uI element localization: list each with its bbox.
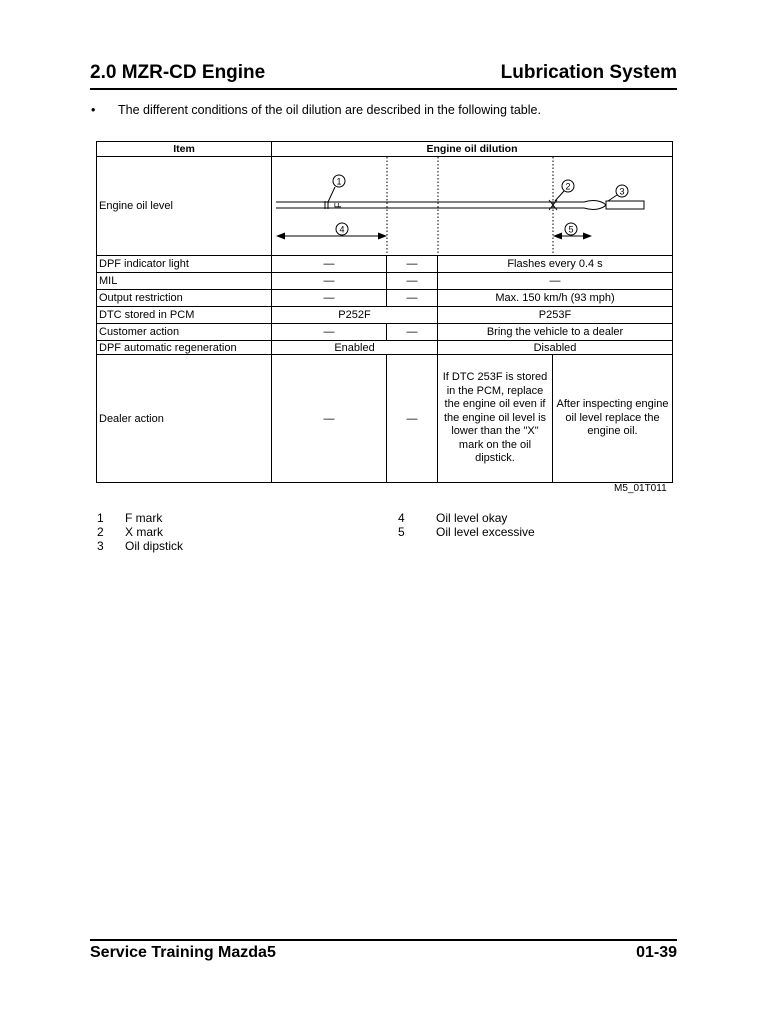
table-row xyxy=(97,341,673,355)
f-mark-text: F xyxy=(333,202,343,208)
svg-text:4: 4 xyxy=(339,224,345,235)
legend-number: 5 xyxy=(398,525,405,539)
oil-dipstick-icon xyxy=(276,201,644,210)
svg-text:2: 2 xyxy=(565,181,571,192)
row-label-engine-oil-level: Engine oil level xyxy=(97,157,272,256)
table-row xyxy=(97,307,673,324)
callout-3 xyxy=(608,185,628,201)
callout-1 xyxy=(328,175,345,202)
table-row xyxy=(97,273,673,290)
header-chapter-title: Lubrication System xyxy=(500,62,677,83)
legend-name: Oil level okay xyxy=(436,511,508,525)
cell-value: — xyxy=(387,290,438,307)
cell-value: — xyxy=(387,273,438,290)
cell-value: — xyxy=(387,324,438,341)
footer-title: Service Training Mazda5 xyxy=(90,944,276,961)
cell-value: Flashes every 0.4 s xyxy=(438,256,673,273)
legend-name: Oil level excessive xyxy=(436,525,535,539)
row-label: DPF indicator light xyxy=(97,256,272,273)
intro-text: The different conditions of the oil dilution are described in the following table. xyxy=(118,103,541,117)
cell-value: — xyxy=(272,256,387,273)
legend-name: F mark xyxy=(125,511,163,525)
legend-name: Oil dipstick xyxy=(125,539,184,553)
cell-value: — xyxy=(387,355,438,483)
cell-value: Max. 150 km/h (93 mph) xyxy=(438,290,673,307)
row-label: Dealer action xyxy=(97,355,272,483)
row-label: MIL xyxy=(97,273,272,290)
cell-value: After inspecting engine oil level replace the engine oil. xyxy=(553,355,673,483)
cell-value: P252F xyxy=(272,307,438,324)
page-header xyxy=(90,60,677,90)
figure-reference: M5_01T011 xyxy=(614,483,667,494)
col-header-item: Item xyxy=(97,142,272,157)
cell-value: If DTC 253F is stored in the PCM, replace the engine oil even if the engine oil level is lower than the "X" mark on the oil dipstick. xyxy=(438,355,553,483)
cell-value: — xyxy=(387,256,438,273)
dipstick-diagram-cell xyxy=(272,157,673,256)
table-row xyxy=(97,157,673,256)
cell-value: — xyxy=(272,273,387,290)
header-section-title: 2.0 MZR-CD Engine xyxy=(90,62,266,83)
table-row xyxy=(97,290,673,307)
legend-number: 2 xyxy=(97,525,104,539)
cell-value: P253F xyxy=(438,307,673,324)
cell-value: — xyxy=(272,355,387,483)
oil-dilution-table xyxy=(96,141,673,483)
cell-value: — xyxy=(438,273,673,290)
table-row xyxy=(97,355,673,483)
table-header-row xyxy=(97,142,673,157)
svg-text:3: 3 xyxy=(619,186,625,197)
cell-value: Enabled xyxy=(272,341,438,355)
cell-value: — xyxy=(272,324,387,341)
callout-2 xyxy=(555,180,574,201)
svg-text:1: 1 xyxy=(336,176,342,187)
legend-number: 3 xyxy=(97,539,104,553)
cell-value: Bring the vehicle to a dealer xyxy=(438,324,673,341)
page-number: 01-39 xyxy=(636,944,677,961)
arrow-oil-level-okay xyxy=(276,223,387,240)
dipstick-diagram xyxy=(272,157,673,255)
cell-value: Disabled xyxy=(438,341,673,355)
table-row xyxy=(97,324,673,341)
row-label: DTC stored in PCM xyxy=(97,307,272,324)
row-label: Output restriction xyxy=(97,290,272,307)
legend-name: X mark xyxy=(125,525,164,539)
cell-value: — xyxy=(272,290,387,307)
row-label: DPF automatic regeneration xyxy=(97,341,272,355)
col-header-dilution: Engine oil dilution xyxy=(272,142,673,157)
legend-number: 1 xyxy=(97,511,104,525)
page-footer xyxy=(90,939,677,967)
legend-number: 4 xyxy=(398,511,405,525)
arrow-oil-level-excessive xyxy=(553,223,592,240)
bullet-icon: • xyxy=(91,103,96,117)
svg-text:5: 5 xyxy=(568,224,574,235)
table-row xyxy=(97,256,673,273)
row-label: Customer action xyxy=(97,324,272,341)
